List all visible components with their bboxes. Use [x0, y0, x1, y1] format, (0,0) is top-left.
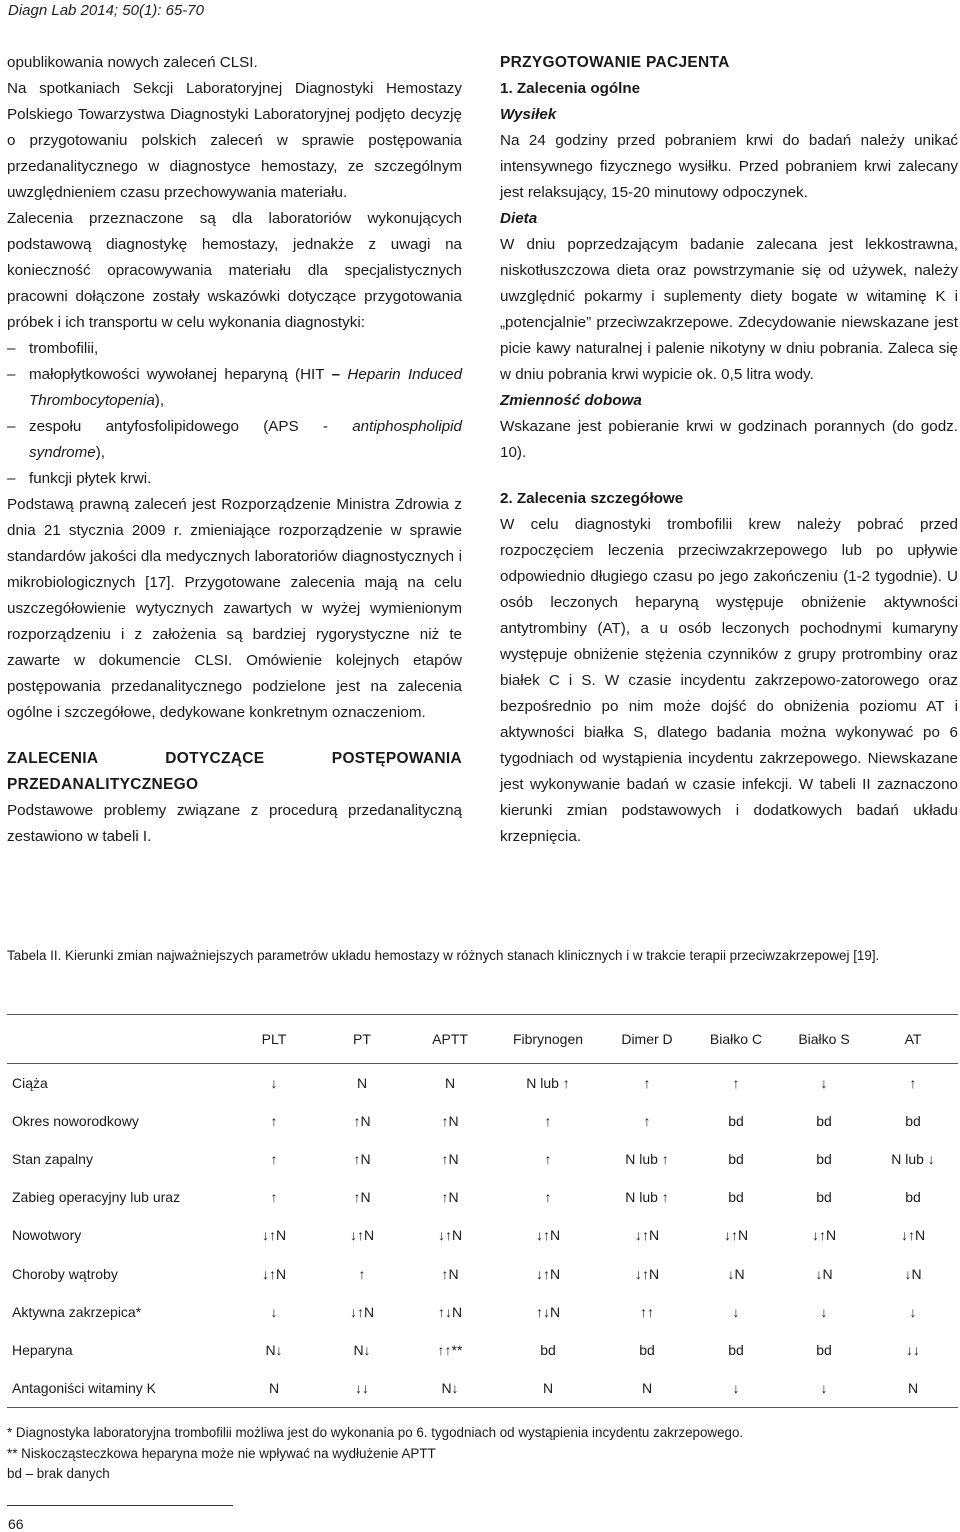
list-item: – funkcji płytek krwi.: [7, 466, 462, 492]
section-heading: ZALECENIA DOTYCZĄCE POSTĘPOWANIA PRZEDANALITYCZNEGO: [7, 750, 462, 793]
table-cell: ↓↑N: [811, 1227, 837, 1244]
table-cell: ↓↑N: [535, 1265, 561, 1282]
table-cell: ↓↑N: [634, 1265, 660, 1282]
table-cell: ↑N: [441, 1112, 459, 1129]
paragraph: W dniu poprzedzającym badanie zalecana jest lekkostrawna, niskotłuszczowa dieta oraz powstrzymanie się od używek, należy uwzględnić pokarmy i suplementy diety bogate w witaminę K i „potencjalnie” przeciwzakrzepowe. Zdecydowanie niewskazane jest picie kawy naturalnej i palenie nikotyny w dniu pobrania. Zaleca się w dniu pobrania krwi wypicie ok. 0,5 litra wody.: [500, 236, 958, 383]
table-cell: ↓: [732, 1303, 740, 1320]
table-container: [7, 1014, 958, 1408]
table-cell: N: [907, 1379, 919, 1396]
row-label: Stan zapalny: [12, 1150, 93, 1167]
list-item-text: małopłytkowości wywołanej heparyną (HIT: [29, 366, 332, 383]
right-column: [500, 50, 958, 850]
table-cell: bd: [728, 1150, 744, 1167]
table-caption: Tabela II. Kierunki zmian najważniejszych parametrów układu hemostazy w różnych stanach klinicznych i w trakcie terapii przeciwzakrzepowej [19].: [7, 948, 880, 963]
table-cell: ↑: [270, 1150, 278, 1167]
list-item-text: zespołu antyfosfolipidowego (APS -: [29, 418, 353, 435]
left-column: [7, 50, 462, 850]
list-item: [7, 362, 462, 414]
table-cell: bd: [816, 1150, 832, 1167]
list-item-dash: –: [331, 366, 341, 383]
table-cell: ↓N: [904, 1265, 922, 1282]
list-item: [7, 414, 462, 466]
table-cell: ↑: [909, 1074, 917, 1091]
table-cell: bd: [905, 1112, 921, 1129]
table-cell: N: [542, 1379, 554, 1396]
table-cell: ↓: [820, 1379, 828, 1396]
subsection-heading: 1. Zalecenia ogólne: [500, 80, 641, 97]
table-cell: bd: [905, 1189, 921, 1206]
paragraph: Na 24 godziny przed pobraniem krwi do badań należy unikać intensywnego fizycznego wysiłku. Przed pobraniem krwi zalecany jest relaksujący, 15-20 minutowy odpoczynek.: [500, 132, 958, 201]
table-cell: ↓: [732, 1379, 740, 1396]
table-row: [7, 1331, 958, 1369]
table-cell: N lub ↑: [625, 1150, 669, 1167]
table-cell: ↑: [270, 1189, 278, 1206]
table-cell: ↑N: [441, 1189, 459, 1206]
table-cell: ↓↑N: [535, 1227, 561, 1244]
table-cell: bd: [816, 1112, 832, 1129]
table-row: [7, 1369, 958, 1407]
list-item-italic: Heparin Induced Thrombocytopenia: [29, 366, 463, 409]
row-label: Aktywna zakrzepica*: [12, 1303, 142, 1320]
hemostasis-table: [7, 1014, 958, 1408]
list-item-text: ),: [154, 392, 165, 409]
table-cell: ↑N: [353, 1150, 371, 1167]
list-item-text: ),: [95, 444, 105, 461]
row-label: Nowotwory: [12, 1227, 82, 1244]
table-cell: ↑: [544, 1112, 552, 1129]
table-cell: bd: [540, 1341, 556, 1358]
table-row: [7, 1140, 958, 1178]
table-cell: N: [444, 1074, 456, 1091]
table-cell: ↓N: [727, 1265, 745, 1282]
table-cell: ↓: [270, 1074, 278, 1091]
table-cell: N↓: [265, 1341, 283, 1358]
section-heading: PRZYGOTOWANIE PACJENTA: [500, 54, 730, 71]
table-cell: ↑↓N: [535, 1303, 561, 1320]
table-cell: ↓↑N: [349, 1227, 375, 1244]
table-row: [7, 1254, 958, 1292]
column-header: Białko S: [798, 1031, 850, 1047]
table-cell: ↓↑N: [261, 1265, 287, 1282]
row-label: Okres noworodkowy: [12, 1112, 139, 1129]
table-cell: ↑↓N: [437, 1303, 463, 1320]
footnote: ** Niskocząsteczkowa heparyna może nie wpływać na wydłużenie APTT: [7, 1445, 436, 1461]
table-cell: bd: [728, 1112, 744, 1129]
column-header: Dimer D: [621, 1031, 673, 1047]
list-item: – trombofilii,: [7, 336, 462, 362]
spacer: [7, 726, 462, 746]
row-label: Heparyna: [12, 1341, 73, 1358]
list-item-italic: antiphospholipid syndrome: [29, 418, 462, 461]
footer-rule: [7, 1505, 233, 1506]
subsection-heading: Wysiłek: [500, 106, 557, 123]
table-cell: N: [356, 1074, 368, 1091]
table-row: [7, 1102, 958, 1140]
column-header: Fibrynogen: [512, 1031, 584, 1047]
subsection-heading: Dieta: [500, 210, 538, 227]
table-cell: N lub ↑: [625, 1189, 669, 1206]
table-cell: ↑N: [441, 1265, 459, 1282]
table-cell: ↓↑N: [437, 1227, 463, 1244]
table-row: [7, 1216, 958, 1254]
table-cell: N lub ↓: [891, 1150, 935, 1167]
table-cell: ↓: [270, 1303, 278, 1320]
table-cell: ↑: [270, 1112, 278, 1129]
column-header: AT: [904, 1031, 922, 1047]
paragraph: Wskazane jest pobieranie krwi w godzinach porannych (do godz. 10).: [500, 418, 958, 461]
row-label: Choroby wątroby: [12, 1265, 118, 1282]
table-row: [7, 1178, 958, 1216]
paragraph: Podstawą prawną zaleceń jest Rozporządzenie Ministra Zdrowia z dnia 21 stycznia 2009 r. zmieniające rozporządzenie w sprawie standardów jakości dla medycznych laboratoriów diagnostycznych i mikrobiologicznych [17]. Przygotowane zalecenia mają na celu uszczegółowienie wytycznych zawartych w wyżej wymienionym rozporządzeniu i z założenia są bardziej rygorystyczne niż te zawarte w dokumencie CLSI. Omówienie kolejnych etapów postępowania przedanalitycznego podzielone jest na zalecenia ogólne i szczegółowe, dedykowane konkretnym oznaczeniom.: [7, 496, 462, 721]
table-cell: bd: [816, 1341, 832, 1358]
table-cell: N↓: [441, 1379, 459, 1396]
footnote: bd – brak danych: [7, 1466, 110, 1481]
table-cell: ↓: [820, 1074, 828, 1091]
paragraph: Na spotkaniach Sekcji Laboratoryjnej Diagnostyki Hemostazy Polskiego Towarzystwa Diagnostyki Laboratoryjnej podjęto decyzję o przygotowaniu polskich zaleceń w sprawie postępowania przedanalitycznego w diagnostyce hemostazy, ze szczególnym uwzględnieniem czasu przechowywania materiału.: [7, 80, 462, 201]
table-cell: ↓↑N: [900, 1227, 926, 1244]
table-cell: ↑: [544, 1189, 552, 1206]
table-cell: ↑N: [353, 1112, 371, 1129]
table-cell: N: [641, 1379, 653, 1396]
row-label: Ciąża: [12, 1074, 48, 1091]
subsection-heading: Zmienność dobowa: [500, 392, 642, 409]
table-cell: N lub ↑: [526, 1074, 570, 1091]
table-cell: ↑: [544, 1150, 552, 1167]
spacer: [500, 466, 958, 486]
column-header: PT: [353, 1031, 371, 1047]
column-header: Białko C: [709, 1031, 763, 1047]
table-cell: bd: [728, 1341, 744, 1358]
paragraph: opublikowania nowych zaleceń CLSI.: [7, 54, 258, 71]
table-cell: ↓↑N: [261, 1227, 287, 1244]
footnote: * Diagnostyka laboratoryjna trombofilii możliwa jest do wykonania po 6. tygodniach od wystąpienia incydentu zakrzepowego.: [7, 1425, 744, 1440]
table-cell: ↓: [820, 1303, 828, 1320]
table-cell: ↓↓: [355, 1379, 369, 1396]
column-header: PLT: [261, 1031, 287, 1047]
table-cell: bd: [728, 1189, 744, 1206]
table-cell: N: [268, 1379, 280, 1396]
paragraph: W celu diagnostyki trombofilii krew należy pobrać przed rozpoczęciem leczenia przeciwzakrzepowego lub po upływie odpowiednio długiego czasu po jego zakończeniu (1-2 tygodnie). U osób leczonych heparyną występuje obniżenie aktywności antytrombiny (AT), a u osób leczonych pochodnymi kumaryny występuje obniżenie stężenia czynników z grupy protrombiny oraz białek C i S. W czasie incydentu zakrzepowo-zatorowego oraz bezpośrednio po nim może dojść do obniżenia poziomu AT i aktywności białka S, dlatego badania można wykonywać po 6 tygodniach od wystąpienia incydentu zakrzepowego. Niewskazane jest wykonywanie badań w czasie infekcji. W tabeli II zaznaczono kierunki zmian podstawowych i dodatkowych badań układu krzepnięcia.: [500, 516, 958, 845]
table-cell: bd: [639, 1341, 655, 1358]
table-cell: N↓: [353, 1341, 371, 1358]
row-label: Antagoniści witaminy K: [12, 1379, 156, 1396]
table-body: [7, 1064, 958, 1408]
page-number: 66: [8, 1516, 24, 1532]
table-cell: ↑: [358, 1265, 366, 1282]
table-cell: ↑: [732, 1074, 740, 1091]
table-notes: [7, 1423, 743, 1485]
table-cell: ↓↑N: [634, 1227, 660, 1244]
table-cell: ↑N: [353, 1189, 371, 1206]
table-row: [7, 1064, 958, 1102]
table-cell: ↑: [643, 1112, 651, 1129]
row-label: Zabieg operacyjny lub uraz: [12, 1189, 181, 1206]
table-cell: ↑N: [441, 1150, 459, 1167]
journal-header: Diagn Lab 2014; 50(1): 65-70: [8, 2, 204, 19]
paragraph: Podstawowe problemy związane z procedurą przedanalityczną zestawiono w tabeli I.: [7, 802, 462, 845]
table-cell: bd: [816, 1189, 832, 1206]
table-cell: ↓↓: [906, 1341, 920, 1358]
table-cell: ↓: [909, 1303, 917, 1320]
table-cell: ↓↑N: [349, 1303, 375, 1320]
table-cell: ↑↑: [640, 1303, 654, 1320]
subsection-heading: 2. Zalecenia szczegółowe: [500, 490, 684, 507]
table-cell: ↑: [643, 1074, 651, 1091]
column-header: [7, 1015, 230, 1064]
table-cell: ↓↑N: [723, 1227, 749, 1244]
table-row: [7, 1293, 958, 1331]
column-header: APTT: [432, 1031, 468, 1047]
table-cell: ↓N: [815, 1265, 833, 1282]
paragraph: Zalecenia przeznaczone są dla laboratoriów wykonujących podstawową diagnostykę hemostazy, jednakże z uwagi na konieczność opracowywania materiału dla specjalistycznych pracowni dołączone zostały wskazówki dotyczące przygotowania próbek i ich transportu w celu wykonania diagnostyki:: [7, 210, 462, 331]
table-header-row: [7, 1015, 958, 1064]
table-cell: ↑↑**: [437, 1341, 463, 1358]
